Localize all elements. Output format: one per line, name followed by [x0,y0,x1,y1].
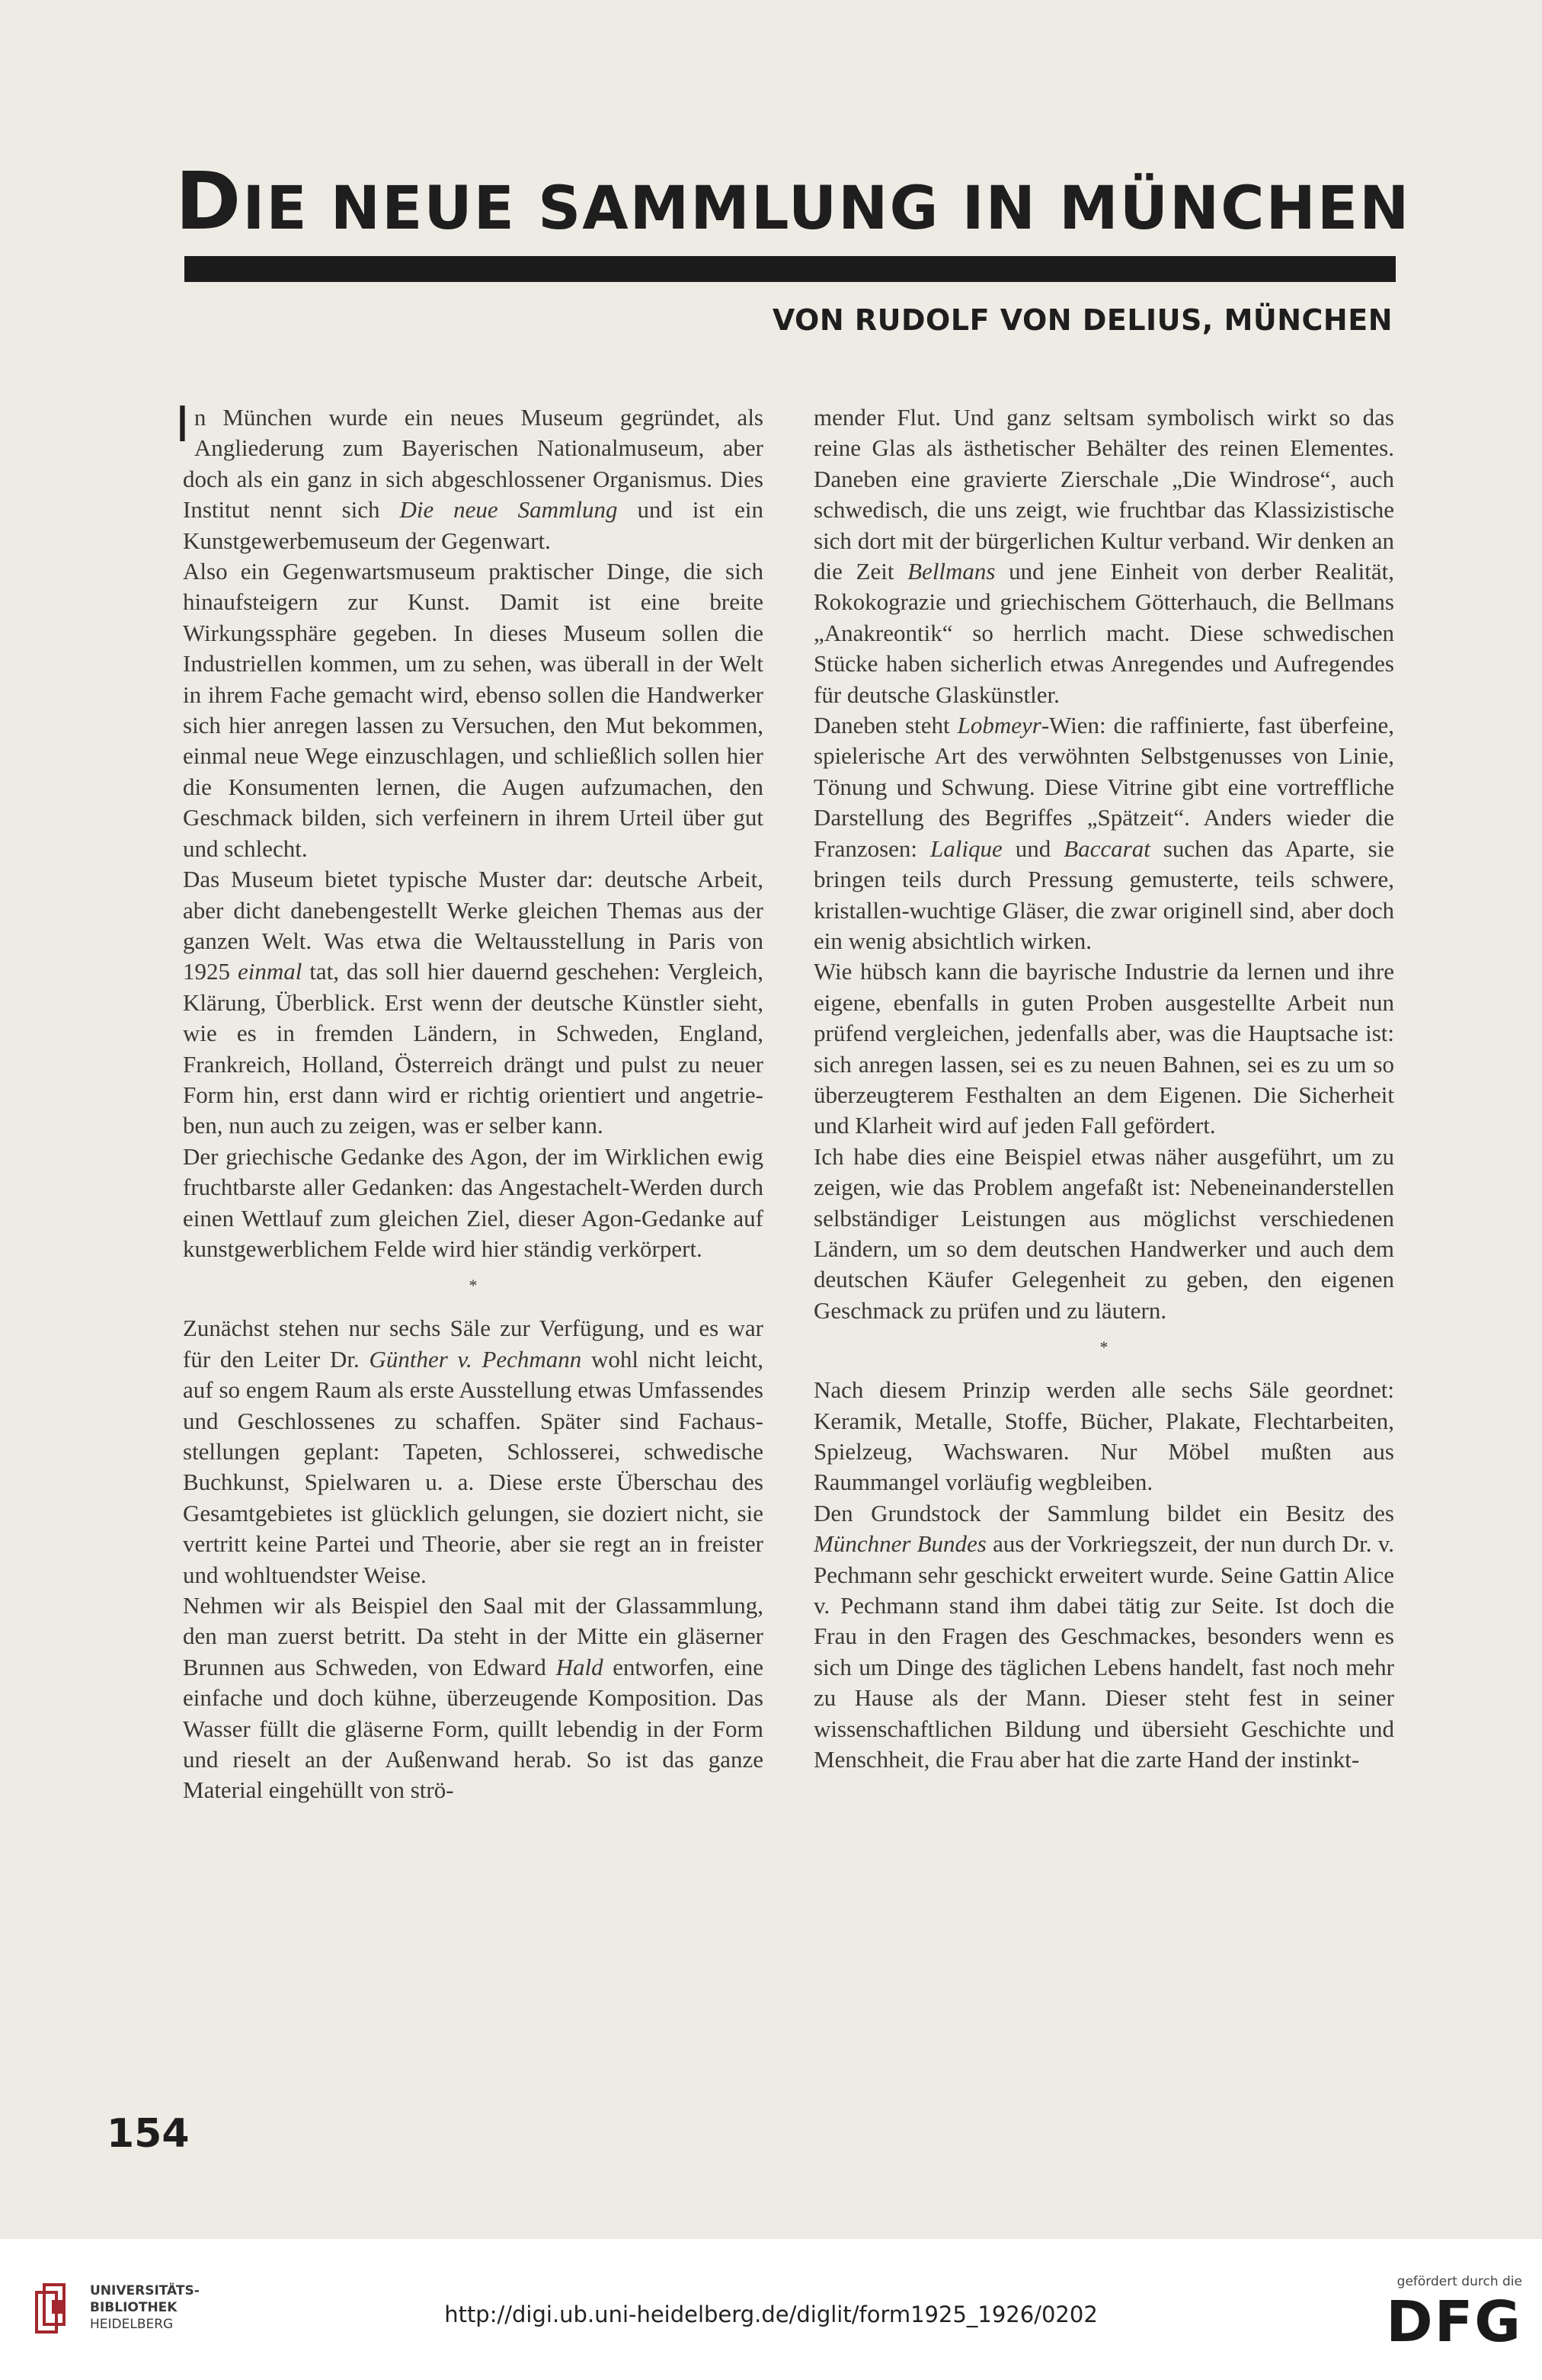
title-rest: IE NEUE SAMMLUNG IN MÜNCHEN [242,175,1411,243]
section-separator: * [1099,1337,1109,1357]
section-separator: * [469,1276,478,1296]
document-url-link[interactable]: http://digi.ub.uni-heidelberg.de/diglit/form1925_1926/0202 [444,2302,1098,2327]
emphasized-text: Hald [555,1653,603,1680]
library-name-line3: HEIDELBERG [90,2317,174,2332]
paragraph-text: und jene Einheit von derber Realität, Rokokograzie und griechischem Götterhauch, die Bellmans „Anakreontik“ so herrlich macht. Diese schwedischen Stücke haben sicherlich etwas Anregendes und Aufregendes für deutsche Glaskünstler. [814,558,1394,708]
article-byline: VON RUDOLF VON DELIUS, MÜNCHEN [772,303,1393,337]
emphasized-text: Günther v. Pechmann [369,1345,582,1373]
paragraph-text: Zunächst stehen nur sechs Säle zur Verfügung, und es war für den Leiter Dr. [183,1315,763,1373]
paragraph [814,1498,1394,1776]
emphasized-text: einmal [237,958,302,985]
paragraph [183,1590,763,1806]
library-name-line2: BIBLIOTHEK [90,2300,178,2315]
paragraph [814,1375,1394,1498]
paragraph-text: tat, das soll hier dauernd geschehen: Vergleich, Klärung, Überblick. Erst wenn der deutsche Künstler sieht, wie es in fremden Ländern, in Schweden, England, Frankreich, Holland, Österreich drängt und pulst zu neuer Form hin, erst dann wird er richtig orientiert und angetrieben, nun auch zu zeigen, was er selber kann. [183,958,763,1139]
paragraph-text: aus der Vorkriegszeit, der nun durch Dr. v. Pechmann sehr geschickt erweitert wurde. Seine Gattin Alice v. Pechmann stand ihm dabei tätig zur Seite. Ist doch die Frau in den Fragen des Geschmackes, besonders wenn es sich um Dinge des täglichen Lebens handelt, fast noch mehr zu Hause als der Mann. Dieser steht fest in seiner wissenschaftlichen Bildung und übersieht Geschichte und Menschheit, die Frau aber hat die zarte Hand der instinkt- [814,1530,1394,1773]
paragraph-text: Der griechische Gedanke des Agon, der im Wirklichen ewig fruchtbarste aller Gedanken: das Angestachelt-Werden durch einen Wettlauf zum gleichen Ziel, dieser Agon-Gedanke auf kunstgewerblichem Felde wird hier ständig verkörpert. [183,1142,763,1262]
paragraph-text: Das Museum bietet typische Muster dar: deutsche Arbeit, aber dicht danebengestellt Werke gleichen Themas aus der ganzen Welt. Was etwa die Weltausstellung in Paris von 1925 [183,866,763,985]
paragraph-text: Nehmen wir als Beispiel den Saal mit der Glassammlung, den man zuerst betritt. Da steht in der Mitte ein gläserner Brunnen aus Schweden, von Edward [183,1592,763,1680]
library-name-line1: UNIVERSITÄTS- [90,2283,200,2298]
paragraph-text: Ich habe dies eine Beispiel etwas näher ausgeführt, um zu zeigen, wie das Problem angefaßt ist: Nebeneinanderstellen selbständiger Leistungen aus möglichst verschiedenen Ländern, um so dem deutschen Handwerker und auch dem deutschen Käufer Gelegenheit zu geben, den eigenen Geschmack zu prüfen und zu läutern. [814,1142,1394,1324]
emphasized-text: Die neue Sammlung [399,496,618,524]
paragraph-text: und ist ein Kunstgewerbemuseum der Gegenwart. [183,496,763,554]
viewer-footer [0,2239,1542,2380]
emphasized-text: Bellmans [907,558,996,585]
emphasized-text: Lobmeyr [957,712,1041,739]
paragraph [183,1313,763,1590]
paragraph [175,397,763,556]
title-rule [184,256,1396,282]
article-title [175,155,1411,248]
paragraph-text: n München wurde ein neues Museum gegründet, als Angliederung zum Bayerischen Nationalmuseum, aber doch als ein ganz in sich abgeschlossener Organismus. Dies Institut nennt sich [183,404,763,524]
paragraph [814,402,1394,710]
paragraph-text: Nach diesem Prinzip werden alle sechs Säle geordnet: Keramik, Metalle, Stoffe, Bücher, Plakate, Flechtarbeiten, Spielzeug, Wachswaren. Nur Möbel mußten aus Raummangel vorläufig wegbleiben. [814,1376,1394,1496]
paragraph-text: Daneben steht [814,712,958,739]
dfg-logo: DFG [1386,2289,1522,2355]
paragraph-text: mender Flut. Und ganz seltsam symbolisch wirkt so das reine Glas als ästhetischer Behälter des reinen Elementes. Daneben eine gravierte Zierschale „Die Windrose“, auch schwedisch, die uns zeigt, wie fruchtbar das Klassizistische sich dort mit der bürgerlichen Kultur verband. Wir denken an die Zeit [814,404,1394,585]
paragraph-text: entworfen, eine einfache und doch kühne, überzeugende Komposition. Das Wasser füllt die gläserne Form, quillt lebendig in der Form und rieselt an der Außenwand herab. So ist das ganze Material eingehüllt von strö- [183,1653,763,1804]
sponsor-caption: gefördert durch die [1396,2274,1522,2289]
paragraph-text: Also ein Gegenwartsmuseum praktischer Dinge, die sich hinaufsteigern zur Kunst. Damit ist eine breite Wirkungssphäre gegeben. In dieses Museum sollen die Industriellen kommen, um zu sehen, was überall in der Welt in ihrem Fache gemacht wird, ebenso sollen die Handwerker sich hier anregen lassen zu Versuchen, den Mut bekommen, einmal neue Wege einzuschlagen, und schließlich sollen hier die Konsumenten lernen, die Augen aufzumachen, den Geschmack bilden, sich verfeinern in ihrem Urteil über gut und schlecht. [183,558,763,862]
paragraph [183,1142,763,1265]
paragraph [183,556,763,864]
paragraph [814,956,1394,1141]
paragraph-text: Den Grundstock der Sammlung bildet ein Besitz des [814,1499,1394,1526]
paragraph-text: und [1002,834,1064,862]
emphasized-text: Lalique [930,834,1003,862]
emphasized-text: Baccarat [1064,834,1150,862]
paragraph-text: -Wien: die raffinierte, fast überfeine, spielerische Art des verwöhnten Selbstgenusses von Linie, Tönung und Schwung. Diese Vitrine gibt eine vortreffliche Darstellung des Begriffes „Spätzeit“. Anders wieder die Franzosen: [814,712,1394,862]
right-column [814,402,1394,2109]
paragraph-text: suchen das Aparte, sie bringen teils durch Pressung gemusterte, teils schwere, kristallen-wuchtige Gläser, die zwar originell sind, aber doch ein wenig absichtlich wirken. [814,834,1394,954]
drop-cap: I [175,397,190,453]
left-column [175,397,764,2109]
emphasized-text: Münchner Bundes [814,1530,987,1558]
paragraph [814,1142,1394,1326]
paragraph-text: wohl nicht leicht, auf so engem Raum als erste Ausstellung etwas Umfassendes und Geschlossenes zu schaffen. Später sind Fachausstellungen geplant: Tapeten, Schlosserei, schwedische Buchkunst, Spielwaren u. a. Diese erste Überschau des Gesamtgebietes ist glücklich gelungen, sie doziert nicht, sie vertritt keine Partei und Theorie, aber sie regt an in freister und wohltuendster Weise. [183,1345,764,1588]
title-initial: D [175,155,243,248]
paragraph [814,710,1394,956]
paragraph-text: Wie hübsch kann die bayrische Industrie da lernen und ihre eigene, ebenfalls in guten Proben ausgestellte Arbeit nun prüfend vergleichen, jedenfalls aber, was die Hauptsache ist: sich anregen lassen, sei es zu neuen Bahnen, sei es zu um so überzeugterem Festhalten an dem Eigenen. Die Sicherheit und Klarheit wird auf jeden Fall gefördert. [814,958,1394,1139]
paragraph [183,864,763,1142]
page-number: 154 [107,2111,190,2157]
